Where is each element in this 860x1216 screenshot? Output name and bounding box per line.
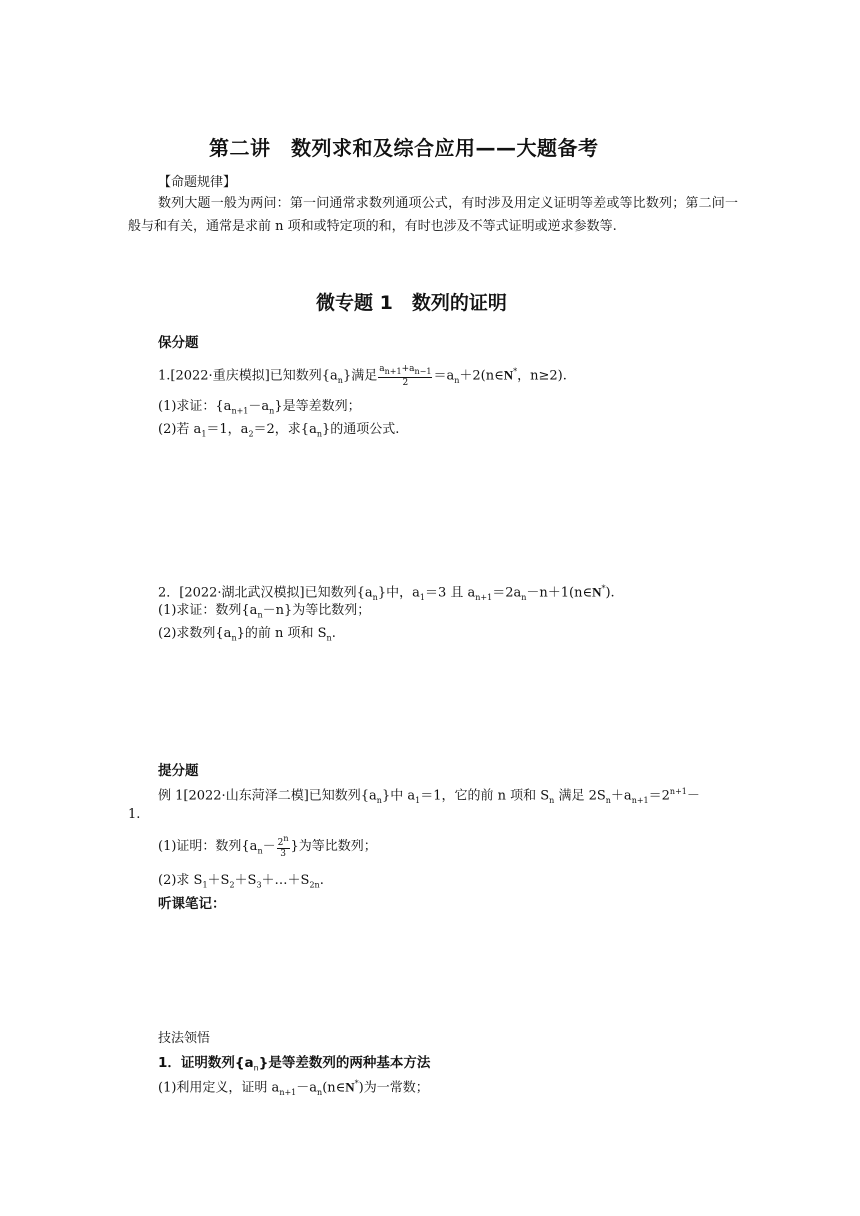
advanced-label: 提分题 xyxy=(158,763,199,779)
notes-label: 听课笔记： xyxy=(158,896,226,912)
tips-item-1: (1)利用定义，证明 $a_{n+1}-a_n(n\in N^*)$为一常数； xyxy=(158,1079,429,1097)
law-heading: 【命题规律】 xyxy=(158,175,237,190)
example-1-part-1: (1)证明：数列{$a_n-$ $\frac{2^n}{3}$ }为等比数列； xyxy=(158,834,377,859)
tips-label: 技法领悟 xyxy=(158,1031,211,1046)
problem-1-part-1: (1)求证：$\{a_{n+1}-a_n\}$是等差数列； xyxy=(158,399,361,416)
two-pow-n-over-3-fraction: $\frac{2^n}{3}$ xyxy=(277,834,289,859)
basic-label: 保分题 xyxy=(158,335,199,351)
recurrence-fraction: $\frac{a_{n+1}+a_{n-1}}{2}$ xyxy=(379,363,432,388)
problem-2-part-1: (1)求证：数列$\{a_n-n\}$为等比数列； xyxy=(158,603,371,620)
example-1-stem-wrap: 1. xyxy=(128,807,141,822)
problem-2-part-2: (2)求数列$\{a_n\}$的前 n 项和 $S_n$. xyxy=(158,626,336,643)
example-1-stem: 例 1[2022·山东菏泽二模]已知数列$\{a_n\}$中 $a_1=1$，它的前 n 项和 $S_n$ 满足 $2S_n+a_{n+1}=2^{n+1}-$ xyxy=(158,787,700,805)
topic-title: 微专题 1 数列的证明 xyxy=(316,292,507,314)
example-1-part-2: (2)求 $S_1+S_2+S_3+\dots+S_{2n}$. xyxy=(158,873,324,890)
problem-2-stem: 2．[2022·湖北武汉模拟]已知数列$\{a_n\}$中，$a_1=3$ 且 $a_{n+1}=2a_n-n+1(n\in N^*)$. xyxy=(158,584,615,602)
law-text: 数列大题一般为两问：第一问通常求数列通项公式，有时涉及用定义证明等差或等比数列；第二问一般与和有关，通常是求前 n 项和或特定项的和，有时也涉及不等式证明或逆求参数等. xyxy=(128,196,738,234)
tips-heading: 1．证明数列$\{a_n\}$是等差数列的两种基本方法 xyxy=(158,1055,431,1073)
problem-1-stem: 1.[2022·重庆模拟]已知数列$\{a_n\}$满足 $\frac{a_{n+1}+a_{n-1}}{2}$ $=a_n+2(n\in N^*$，n≥2). xyxy=(158,363,567,388)
page-title: 第二讲 数列求和及综合应用——大题备考 xyxy=(209,136,599,160)
problem-1-part-2: (2)若 $a_1=1$，$a_2=2$，求$\{a_n\}$的通项公式. xyxy=(158,422,400,439)
